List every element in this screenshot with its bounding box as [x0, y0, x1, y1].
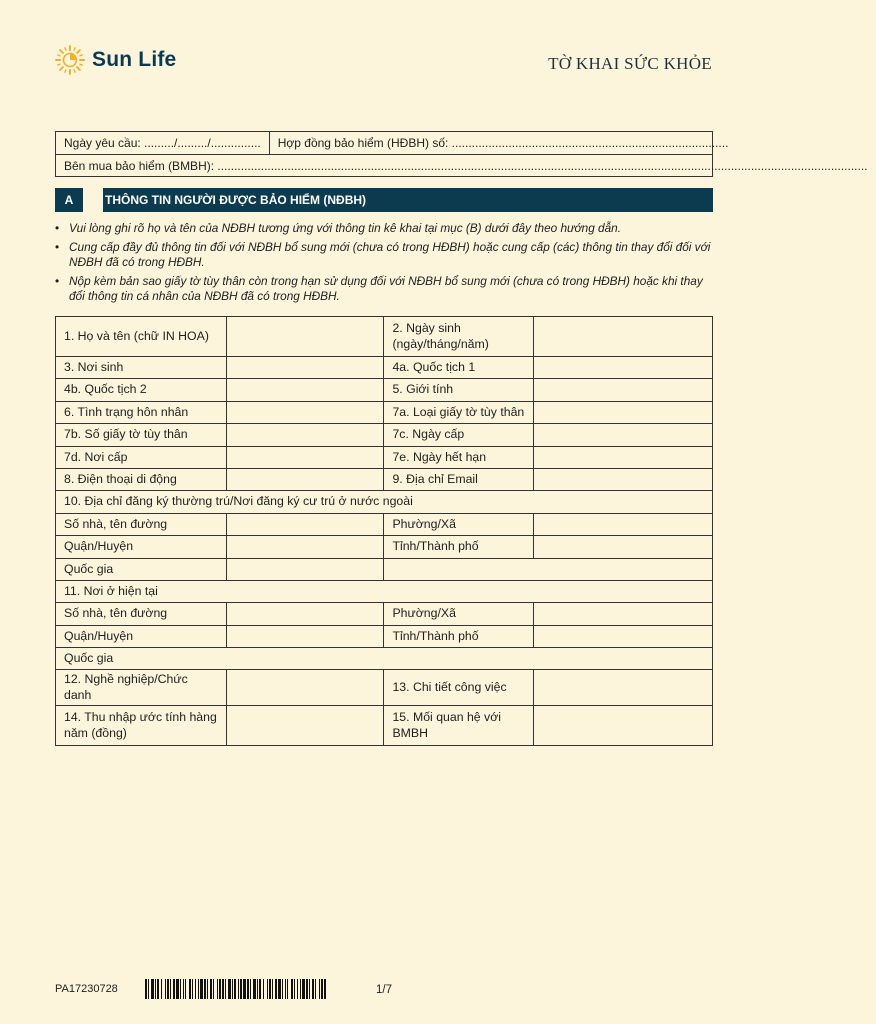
- table-row: [56, 648, 713, 670]
- barcode-icon: [145, 979, 329, 999]
- table-row: [56, 706, 713, 746]
- request-info-box: [55, 131, 868, 177]
- note-text: Vui lòng ghi rõ họ và tên của NĐBH tương ứng với thông tin kê khai tại mục (B) dưới đây theo hướng dẫn.: [69, 221, 622, 235]
- section-title: THÔNG TIN NGƯỜI ĐƯỢC BẢO HIỂM (NĐBH): [105, 193, 367, 207]
- note-text: Cung cấp đầy đủ thông tin đối với NĐBH bổ sung mới (chưa có trong HĐBH) hoặc cung cấp (các) thông tin thay đổi đối với NĐBH đã có trong HĐBH.: [69, 239, 711, 270]
- current-street-input[interactable]: [226, 603, 384, 625]
- full-name-input[interactable]: [226, 317, 384, 357]
- section-letter: A: [64, 193, 74, 207]
- permanent-country-input-extra[interactable]: [384, 558, 713, 580]
- field-label: Phường/Xã: [384, 513, 534, 535]
- bullet-icon: •: [55, 239, 60, 254]
- section-a-header: [55, 188, 713, 212]
- field-label: Quốc gia: [56, 558, 227, 580]
- table-row: [56, 401, 713, 423]
- field-label: 3. Nơi sinh: [56, 357, 227, 379]
- table-row: [56, 670, 713, 706]
- field-label: 8. Điện thoại di động: [56, 468, 227, 490]
- field-label: 7d. Nơi cấp: [56, 446, 227, 468]
- field-label: Phường/Xã: [384, 603, 534, 625]
- table-row: [56, 424, 713, 446]
- permanent-district-input[interactable]: [226, 536, 384, 558]
- field-label: 7a. Loại giấy tờ tùy thân: [384, 401, 534, 423]
- form-code: PA17230728: [55, 983, 118, 995]
- annual-income-input[interactable]: [226, 706, 384, 746]
- gender-input[interactable]: [534, 379, 713, 401]
- permanent-province-input[interactable]: [534, 536, 713, 558]
- table-row: [56, 357, 713, 379]
- insured-info-table: [55, 316, 713, 746]
- expiry-date-input[interactable]: [534, 446, 713, 468]
- issue-date-input[interactable]: [534, 424, 713, 446]
- table-row: [56, 580, 713, 602]
- permanent-country-input[interactable]: [226, 558, 384, 580]
- note-text: Nộp kèm bản sao giấy tờ tùy thân còn trong hạn sử dụng đối với NĐBH bổ sung mới (chưa có trong HĐBH) hoặc khi thay đổi thông tin cá nhân của NĐBH đã có trong HĐBH.: [69, 273, 703, 304]
- current-country-input[interactable]: Quốc gia: [56, 648, 713, 670]
- job-details-input[interactable]: [534, 670, 713, 706]
- page-number: 1/7: [376, 984, 392, 996]
- relationship-input[interactable]: [534, 706, 713, 746]
- note-item: [55, 274, 715, 305]
- table-row: [56, 317, 713, 357]
- field-label: 7b. Số giấy tờ tùy thân: [56, 424, 227, 446]
- field-label: Số nhà, tên đường: [56, 513, 227, 535]
- current-ward-input[interactable]: [534, 603, 713, 625]
- marital-status-input[interactable]: [226, 401, 384, 423]
- table-row: [56, 468, 713, 490]
- field-label: Số nhà, tên đường: [56, 603, 227, 625]
- table-row: [56, 625, 713, 647]
- nationality-1-input[interactable]: [534, 357, 713, 379]
- permanent-address-heading: 10. Địa chỉ đăng ký thường trú/Nơi đăng ký cư trú ở nước ngoài: [56, 491, 713, 513]
- table-row: [56, 491, 713, 513]
- instruction-notes: [55, 221, 715, 308]
- bullet-icon: •: [55, 221, 60, 235]
- field-label: 6. Tình trạng hôn nhân: [56, 401, 227, 423]
- field-label: 4b. Quốc tịch 2: [56, 379, 227, 401]
- brand-logo: [54, 44, 176, 76]
- mobile-phone-input[interactable]: [226, 468, 384, 490]
- request-date-field[interactable]: Ngày yêu cầu: ........./........./...............: [56, 132, 270, 154]
- buyer-row: [56, 154, 868, 176]
- table-row: [56, 558, 713, 580]
- nationality-2-input[interactable]: [226, 379, 384, 401]
- field-label: 4a. Quốc tịch 1: [384, 357, 534, 379]
- field-label: 13. Chi tiết công việc: [384, 670, 534, 706]
- field-label: Tỉnh/Thành phố: [384, 536, 534, 558]
- sun-logo-icon: [54, 44, 86, 76]
- field-label: 9. Địa chỉ Email: [384, 468, 534, 490]
- date-of-birth-input[interactable]: [534, 317, 713, 357]
- email-input[interactable]: [534, 468, 713, 490]
- birthplace-input[interactable]: [226, 357, 384, 379]
- field-label: 1. Họ và tên (chữ IN HOA): [56, 317, 227, 357]
- table-row: [56, 513, 713, 535]
- table-row: [56, 379, 713, 401]
- field-label: 7e. Ngày hết hạn: [384, 446, 534, 468]
- field-label: 14. Thu nhập ước tính hàng năm (đồng): [56, 706, 227, 746]
- id-number-input[interactable]: [226, 424, 384, 446]
- table-row: [56, 446, 713, 468]
- field-label: Quận/Huyện: [56, 536, 227, 558]
- note-item: [55, 221, 715, 237]
- issue-place-input[interactable]: [226, 446, 384, 468]
- permanent-ward-input[interactable]: [534, 513, 713, 535]
- id-type-input[interactable]: [534, 401, 713, 423]
- contract-number-field[interactable]: Hợp đồng bảo hiểm (HĐBH) số: ...................................................................................: [277, 136, 729, 150]
- section-divider: [83, 188, 103, 212]
- field-label: 7c. Ngày cấp: [384, 424, 534, 446]
- bullet-icon: •: [55, 273, 60, 288]
- current-address-heading: 11. Nơi ở hiện tại: [56, 580, 713, 602]
- field-label: 12. Nghề nghiệp/Chức danh: [56, 670, 227, 706]
- table-row: [56, 536, 713, 558]
- table-row: [56, 603, 713, 625]
- document-title: TỜ KHAI SỨC KHỎE: [548, 54, 712, 73]
- current-district-input[interactable]: [226, 625, 384, 647]
- barcode-stripe: [326, 979, 327, 999]
- request-info-row: [56, 132, 729, 154]
- field-label: Quận/Huyện: [56, 625, 227, 647]
- note-item: [55, 240, 715, 271]
- occupation-input[interactable]: [226, 670, 384, 706]
- current-province-input[interactable]: [534, 625, 713, 647]
- field-label: Tỉnh/Thành phố: [384, 625, 534, 647]
- field-label: 2. Ngày sinh (ngày/tháng/năm): [384, 317, 534, 357]
- brand-name: Sun Life: [92, 48, 177, 71]
- permanent-street-input[interactable]: [226, 513, 384, 535]
- policy-buyer-field[interactable]: Bên mua bảo hiểm (BMBH): ...................................................................................................................................................................................................: [64, 158, 868, 173]
- field-label: 5. Giới tính: [384, 379, 534, 401]
- field-label: 15. Mối quan hệ với BMBH: [384, 706, 534, 746]
